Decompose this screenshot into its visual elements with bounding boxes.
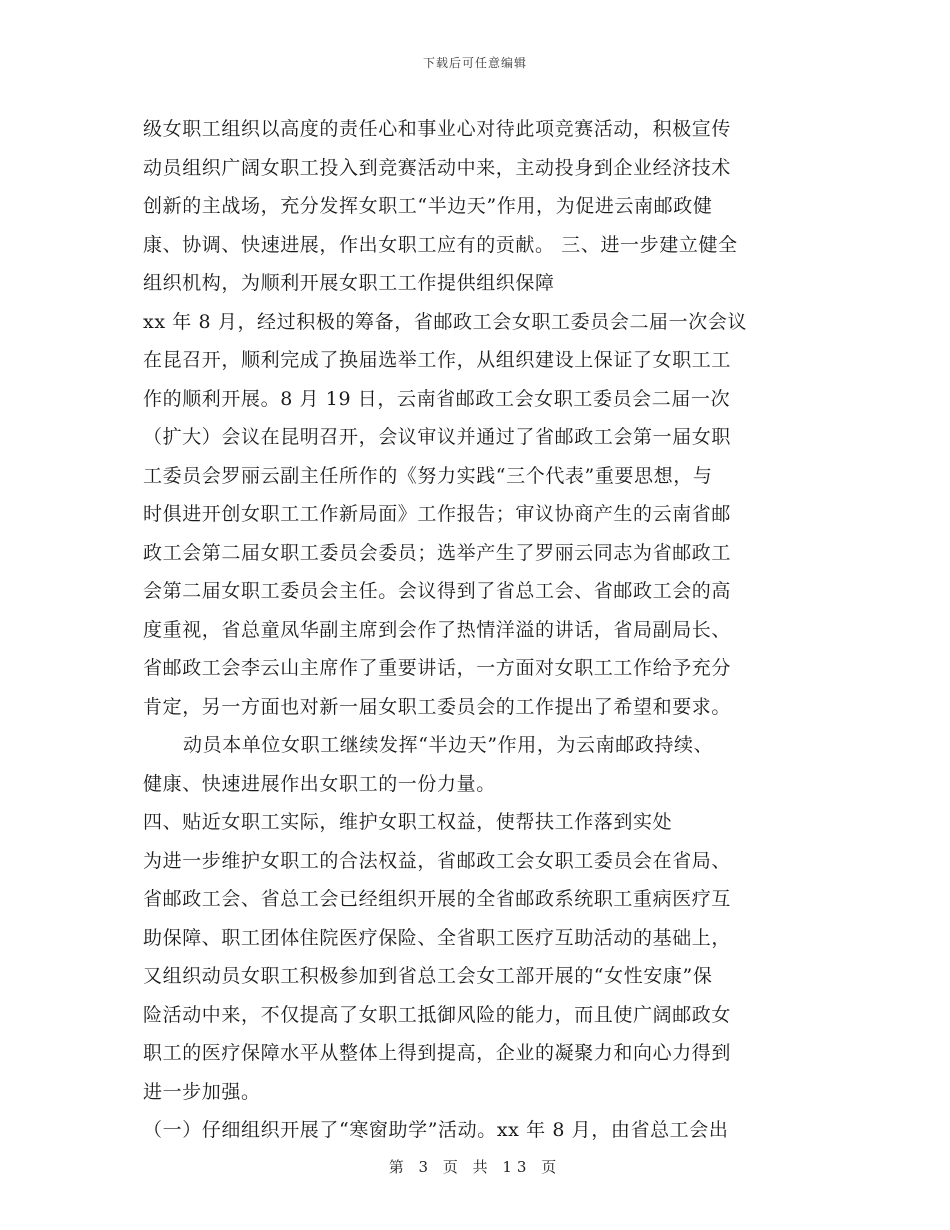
text-line: 康、协调、快速进展，作出女职工应有的贡献。 三、进一步建立健全 <box>143 233 738 256</box>
text-line: 在昆召开，顺利完成了换届选举工作，从组织建设上保证了女职工工 <box>143 349 732 371</box>
page-number: 第 3 页 共 13 页 <box>388 1158 562 1176</box>
text-line: 为进一步维护女职工的合法权益，省邮政工会女职工委员会在省局、 <box>143 849 732 872</box>
section-heading: 四、贴近女职工实际，维护女职工权益，使帮扶工作落到实处 <box>143 811 673 833</box>
text-line: 政工会第二届女职工委员会委员；选举产生了罗丽云同志为省邮政工 <box>143 541 732 564</box>
text-line: 健康、快速进展作出女职工的一份力量。 <box>143 772 496 795</box>
text-line: 助保障、职工团体住院医疗保险、全省职工医疗互助活动的基础上， <box>143 926 732 949</box>
text-line: （一）仔细组织开展了“寒窗助学”活动。xx 年 8 月，由省总工会出 <box>143 1119 729 1141</box>
text-line: 会第二届女职工委员会主任。会议得到了省总工会、省邮政工会的高 <box>143 580 732 602</box>
text-line: 工委员会罗丽云副主任所作的《努力实践“三个代表”重要思想，与 <box>143 464 713 487</box>
text-line: 作的顺利开展。8 月 19 日，云南省邮政工会女职工委员会二届一次 <box>143 387 731 410</box>
text-line: 进一步加强。 <box>143 1080 261 1103</box>
document-body <box>143 110 813 1150</box>
text-line: 省邮政工会、省总工会已经组织开展的全省邮政系统职工重病医疗互 <box>143 888 732 910</box>
text-line: 肯定，另一方面也对新一届女职工委员会的工作提出了希望和要求。 <box>143 695 732 718</box>
text-line: 又组织动员女职工积极参加到省总工会女工部开展的“女性安康”保 <box>143 965 713 987</box>
text-line: 时俱进开创女职工工作新局面》工作报告；审议协商产生的云南省邮 <box>143 503 732 525</box>
text-line: （扩大）会议在昆明召开，会议审议并通过了省邮政工会第一届女职 <box>143 426 732 448</box>
text-line: 级女职工组织以高度的责任心和事业心对待此项竞赛活动，积极宣传 <box>143 118 732 140</box>
page-header-note: 下载后可任意编辑 <box>422 56 527 70</box>
text-line-indented: 动员本单位女职工继续发挥“半边天”作用，为云南邮政持续、 <box>183 734 714 756</box>
text-line: 创新的主战场，充分发挥女职工“半边天”作用，为促进云南邮政健 <box>143 195 713 217</box>
text-line: xx 年 8 月，经过积极的筹备，省邮政工会女职工委员会二届一次会议 <box>143 310 748 333</box>
text-line: 省邮政工会李云山主席作了重要讲话，一方面对女职工工作给予充分 <box>143 657 732 679</box>
text-line: 度重视，省总童凤华副主席到会作了热情洋溢的讲话，省局副局长、 <box>143 618 732 641</box>
text-line: 动员组织广阔女职工投入到竞赛活动中来，主动投身到企业经济技术 <box>143 156 732 179</box>
text-line: 组织机构，为顺利开展女职工工作提供组织保障 <box>143 272 555 294</box>
text-line: 险活动中来，不仅提高了女职工抵御风险的能力，而且使广阔邮政女 <box>143 1003 732 1026</box>
text-line: 职工的医疗保障水平从整体上得到提高，企业的凝聚力和向心力得到 <box>143 1042 732 1064</box>
